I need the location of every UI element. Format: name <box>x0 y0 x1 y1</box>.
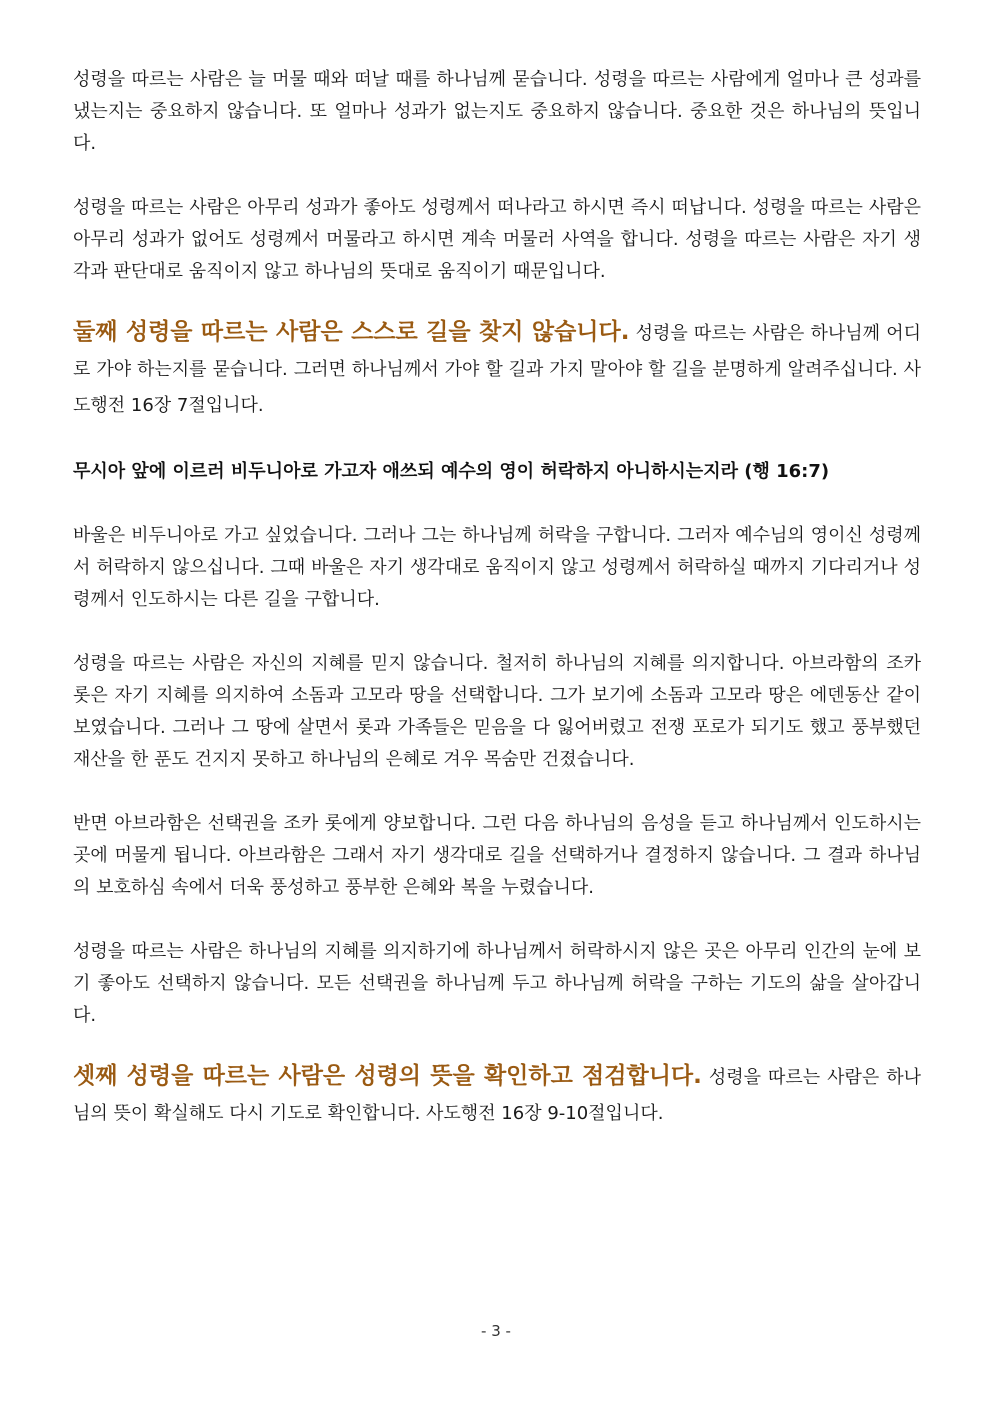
paragraph-second-point <box>73 314 921 424</box>
spacer <box>73 904 921 936</box>
paragraph-6: 반면 아브라함은 선택권을 조카 롯에게 양보합니다. 그런 다음 하나님의 음성을 듣고 하나님께서 인도하시는 곳에 머물게 됩니다. 아브라함은 그래서 자기 생각대로 길을 선택하거나 결정하지 않습니다. 그 결과 하나님의 보호하심 속에서 더욱 풍성하고 풍부한 은혜와 복을 누렸습니다. <box>73 813 921 898</box>
page-number: - 3 - <box>481 1322 511 1340</box>
paragraph-third-point <box>73 1058 921 1132</box>
spacer <box>73 1032 921 1058</box>
paragraph-7: 성령을 따르는 사람은 하나님의 지혜를 의지하기에 하나님께서 허락하시지 않은 곳은 아무리 인간의 눈에 보기 좋아도 선택하지 않습니다. 모든 선택권을 하나님께 두고 하나님께 허락을 구하는 기도의 삶을 살아갑니다. <box>73 941 921 1026</box>
paragraph-second-body: 성령을 따르는 사람은 하나님께 어디로 가야 하는지를 묻습니다. 그러면 하나님께서 가야 할 길과 가지 말아야 할 길을 분명하게 알려주십니다. 사도행전 16장 7절입니다. <box>73 323 921 416</box>
paragraph-4: 바울은 비두니아로 가고 싶었습니다. 그러나 그는 하나님께 허락을 구합니다. 그러자 예수님의 영이신 성령께서 허락하지 않으십니다. 그때 바울은 자기 생각대로 움직이지 않고 성령께서 허락하실 때까지 기다리거나 성령께서 인도하시는 다른 길을 구합니다. <box>73 525 921 610</box>
document-body <box>73 64 921 1132</box>
spacer <box>73 616 921 648</box>
spacer <box>73 288 921 314</box>
paragraph-third-body: 성령을 따르는 사람은 하나님의 뜻이 확실해도 다시 기도로 확인합니다. 사도행전 16장 9-10절입니다. <box>73 1067 921 1124</box>
spacer <box>73 424 921 456</box>
section-heading-third: 셋째 성령을 따르는 사람은 성령의 뜻을 확인하고 점검합니다. <box>73 1063 702 1089</box>
spacer <box>73 776 921 808</box>
paragraph-1: 성령을 따르는 사람은 늘 머물 때와 떠날 때를 하나님께 묻습니다. 성령을 따르는 사람에게 얼마나 큰 성과를 냈는지는 중요하지 않습니다. 또 얼마나 성과가 없는지도 중요하지 않습니다. 중요한 것은 하나님의 뜻입니다. <box>73 69 921 154</box>
paragraph-5: 성령을 따르는 사람은 자신의 지혜를 믿지 않습니다. 철저히 하나님의 지혜를 의지합니다. 아브라함의 조카 롯은 자기 지혜를 의지하여 소돔과 고모라 땅을 선택합니다. 그가 보기에 소돔과 고모라 땅은 에덴동산 같이 보였습니다. 그러나 그 땅에 살면서 롯과 가족들은 믿음을 다 잃어버렸고 전쟁 포로가 되기도 했고 풍부했던 재산을 한 푼도 건지지 못하고 하나님의 은혜로 겨우 목숨만 건졌습니다. <box>73 653 921 770</box>
paragraph-2: 성령을 따르는 사람은 아무리 성과가 좋아도 성령께서 떠나라고 하시면 즉시 떠납니다. 성령을 따르는 사람은 아무리 성과가 없어도 성령께서 머물라고 하시면 계속 머물러 사역을 합니다. 성령을 따르는 사람은 자기 생각과 판단대로 움직이지 않고 하나님의 뜻대로 움직이기 때문입니다. <box>73 197 921 282</box>
section-heading-second: 둘째 성령을 따르는 사람은 스스로 길을 찾지 않습니다. <box>73 319 630 345</box>
scripture-quote: 무시아 앞에 이르러 비두니아로 가고자 애쓰되 예수의 영이 허락하지 아니하시는지라 (행 16:7) <box>73 461 830 482</box>
spacer <box>73 488 921 520</box>
spacer <box>73 160 921 192</box>
